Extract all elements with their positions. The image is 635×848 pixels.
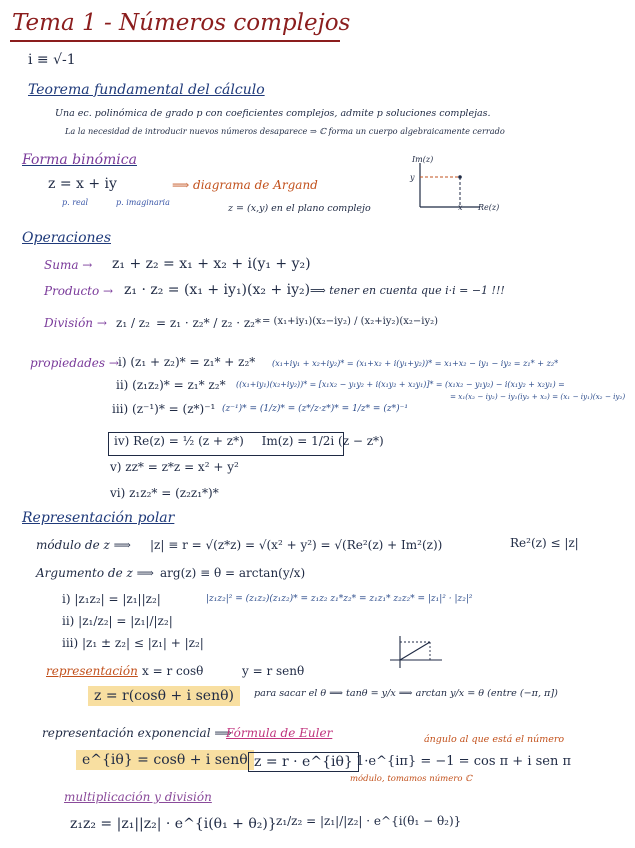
euler-short-form: z = r · e^{iθ} xyxy=(248,752,359,772)
prop-5: v) zz* = z*z = x² + y² xyxy=(110,460,239,474)
prop-4b: Im(z) = 1/2i (z − z*) xyxy=(261,434,384,448)
producto-label: Producto → xyxy=(44,284,114,298)
page-title: Tema 1 - Números complejos xyxy=(12,10,351,36)
teorema-line-2: La la necesidad de introducir nuevos números desaparece ⇒ ℂ forma un cuerpo algebraicamente cerrado xyxy=(65,126,505,136)
prop-4a: iv) Re(z) = ½ (z + z*) xyxy=(114,434,244,448)
argand-im-label: Im(z) xyxy=(412,155,434,164)
x-polar-eq: x = r cosθ xyxy=(142,664,204,678)
division-label: División → xyxy=(44,316,107,330)
prop-6: vi) z₁z₂* = (z₂z₁*)* xyxy=(110,486,219,500)
argand-arrow-text: ⟹ diagrama de Argand xyxy=(172,178,318,192)
producto-note: ⟹ tener en cuenta que i·i = −1 !!! xyxy=(310,284,505,297)
multiplicacion-equation: z₁z₂ = |z₁||z₂| · e^{i(θ₁ + θ₂)} xyxy=(70,816,277,832)
polar-heading: Representación polar xyxy=(22,510,175,526)
euler-note-module: módulo, tomamos número ℂ xyxy=(350,774,472,784)
division-polar-equation: z₁/z₂ = |z₁|/|z₂| · e^{i(θ₁ − θ₂)} xyxy=(276,814,462,828)
polar-prop-1-note: |z₁z₂|² = (z₁z₂)(z₁z₂)* = z₁z₂ z₁*z₂* = z₁z₁* z₂z₂* = |z₁|² · |z₂|² xyxy=(206,594,473,604)
i-definition: i ≡ √-1 xyxy=(28,52,76,68)
teorema-line-1: Una ec. polinómica de grado p con coeficientes complejos, admite p soluciones complejas. xyxy=(55,108,491,119)
polar-prop-3: iii) |z₁ ± z₂| ≤ |z₁| + |z₂| xyxy=(62,636,204,650)
prop-3-note-2: = x₁(x₂ − iy₂) − iy₁(iy₂ + x₂) = (x₁ − iy₁)(x₂ − iy₂) xyxy=(450,392,626,401)
prop-2: ii) (z₁z₂)* = z₁* z₂* xyxy=(116,378,226,392)
euler-title: Fórmula de Euler xyxy=(226,726,333,740)
euler-equation: e^{iθ} = cosθ + i senθ xyxy=(76,750,254,770)
representacion-label: representación xyxy=(46,664,138,678)
imag-part-label: p. imaginaria xyxy=(116,198,170,207)
argumento-label: Argumento de z ⟹ xyxy=(36,566,154,580)
argand-point xyxy=(458,175,462,179)
producto-equation: z₁ · z₂ = (x₁ + iy₁)(x₂ + iy₂) xyxy=(124,282,311,298)
real-part-label: p. real xyxy=(62,198,89,207)
multiplicacion-label: multiplicación y división xyxy=(64,790,212,804)
polar-prop-2: ii) |z₁/z₂| = |z₁|/|z₂| xyxy=(62,614,173,628)
argand-x-label: x xyxy=(458,203,463,212)
propiedades-label: propiedades → xyxy=(30,356,119,370)
argumento-equation: arg(z) ≡ θ = arctan(y/x) xyxy=(160,566,306,580)
y-polar-eq: y = r senθ xyxy=(242,664,305,678)
teorema-heading: Teorema fundamental del cálculo xyxy=(28,82,265,98)
prop-1-note: (x₁+iy₁ + x₂+iy₂)* = (x₁+x₂ + i(y₁+y₂))* = x₁+x₂ − iy₁ − iy₂ = z₁* + z₂* xyxy=(272,358,559,368)
polar-diagram xyxy=(386,632,446,672)
prop-3-note: (z⁻¹)* = (1/z)* = (z*/z·z*)* = 1/z* = (z*)⁻¹ xyxy=(222,404,408,414)
argand-y-label: y xyxy=(410,173,415,182)
prop-2-note: ((x₁+iy₁)(x₂+iy₂))* = [x₁x₂ − y₁y₂ + i(x₁y₂ + x₂y₁)]* = (x₁x₂ − y₁y₂) − i(x₁y₂ + x₂y₁) = xyxy=(236,380,565,389)
prop-4-box xyxy=(108,432,384,456)
suma-equation: z₁ + z₂ = x₁ + x₂ + i(y₁ + y₂) xyxy=(112,256,311,272)
title-underline xyxy=(10,40,340,42)
division-frac-3: = (x₁+iy₁)(x₂−iy₂) / (x₂+iy₂)(x₂−iy₂) xyxy=(262,316,439,327)
exponencial-label: representación exponencial ⟹ xyxy=(42,726,232,740)
plane-text: z = (x,y) en el plano complejo xyxy=(228,203,371,214)
operaciones-heading: Operaciones xyxy=(22,230,111,246)
modulo-equation: |z| ≡ r = √(z*z) = √(x² + y²) = √(Re²(z) + Im²(z)) xyxy=(150,538,443,552)
modulo-note: Re²(z) ≤ |z| xyxy=(510,536,579,550)
euler-note-angle: ángulo al que está el número xyxy=(424,734,565,745)
argand-re-label: Re(z) xyxy=(478,203,500,212)
modulo-label: módulo de z ⟹ xyxy=(36,538,131,552)
polar-form-eq: z = r(cosθ + i senθ) xyxy=(88,686,240,706)
binomica-heading: Forma binómica xyxy=(22,152,137,168)
division-frac-2: = z₁ · z₂* / z₂ · z₂* xyxy=(156,316,261,330)
suma-label: Suma → xyxy=(44,258,93,272)
polar-prop-1: i) |z₁z₂| = |z₁||z₂| xyxy=(62,592,161,606)
theta-note: para sacar el θ ⟹ tanθ = y/x ⟹ arctan y/x = θ (entre (−π, π]) xyxy=(254,688,558,699)
euler-example: 1·e^{iπ} = −1 = cos π + i sen π xyxy=(356,754,572,769)
binomica-equation: z = x + iy xyxy=(48,176,117,192)
division-frac-1: z₁ / z₂ xyxy=(116,316,150,330)
prop-1: i) (z₁ + z₂)* = z₁* + z₂* xyxy=(118,355,256,369)
prop-3: iii) (z⁻¹)* = (z*)⁻¹ xyxy=(112,402,216,416)
